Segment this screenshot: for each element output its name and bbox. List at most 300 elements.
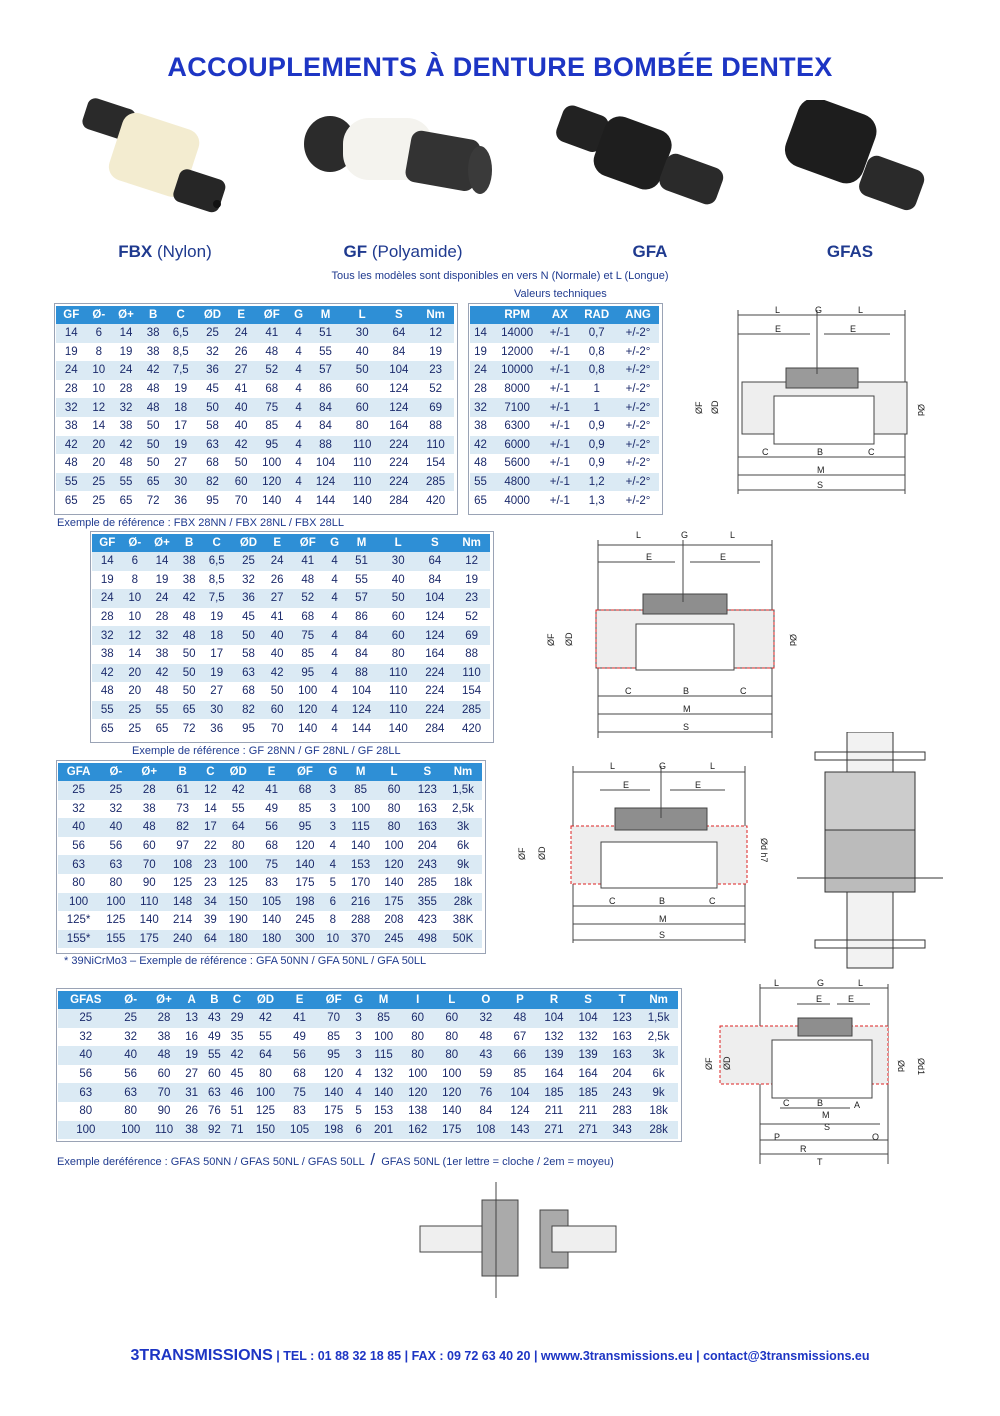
- table-cell: 75: [289, 626, 326, 645]
- table-cell: 40: [265, 645, 289, 664]
- table-cell: 204: [411, 837, 444, 856]
- table-cell: 32: [58, 1028, 114, 1047]
- table-cell: 3: [322, 818, 344, 837]
- table-cell: 83: [255, 874, 288, 893]
- table-cell: 97: [166, 837, 199, 856]
- table-cell: 32: [470, 398, 491, 417]
- table-cell: 41: [265, 608, 289, 627]
- table-cell: 6: [87, 324, 111, 343]
- table-cell: +/-2°: [617, 473, 659, 492]
- table-cell: 4: [290, 380, 307, 399]
- table-cell: 4: [290, 454, 307, 473]
- table-cell: 45: [232, 608, 265, 627]
- table-cell: 23: [199, 855, 221, 874]
- table-row: [58, 1083, 678, 1102]
- table-cell: 48: [470, 454, 491, 473]
- table-cell: 38: [148, 1028, 181, 1047]
- table-cell: 24: [147, 589, 177, 608]
- table-cell: 32: [56, 398, 87, 417]
- table-cell: 123: [605, 1009, 639, 1028]
- table-cell: 60: [148, 1065, 181, 1084]
- table-cell: 240: [166, 930, 199, 949]
- table-cell: 84: [469, 1102, 503, 1121]
- table-cell: 10: [87, 380, 111, 399]
- table-cell: 175: [317, 1102, 351, 1121]
- table-header-cell: GF: [56, 306, 87, 324]
- table-cell: 88: [307, 436, 344, 455]
- table-cell: 82: [166, 818, 199, 837]
- table-cell: 6000: [491, 436, 543, 455]
- table-cell: +/-1: [543, 398, 576, 417]
- email-link[interactable]: contact@3transmissions.eu: [703, 1349, 870, 1363]
- drawing-label: E: [848, 994, 855, 1004]
- table-cell: 95: [196, 491, 229, 510]
- table-cell: 14: [92, 552, 123, 571]
- footer-contact: 3TRANSMISSIONS | TEL : 01 88 32 18 85 | FAX : 09 72 63 40 20 | wwww.3transmissions.eu | contact@3transmissions.eu: [130, 1347, 870, 1364]
- table-header-cell: C: [199, 763, 221, 781]
- table-cell: 19: [470, 343, 491, 362]
- table-cell: 28: [92, 608, 123, 627]
- table-cell: +/-2°: [617, 454, 659, 473]
- table-cell: 163: [605, 1046, 639, 1065]
- table-cell: 224: [381, 473, 418, 492]
- table-cell: 132: [571, 1028, 605, 1047]
- table-cell: 123: [411, 781, 444, 800]
- table-cell: 40: [229, 398, 253, 417]
- table-cell: 12: [87, 398, 111, 417]
- table-cell: 18k: [639, 1102, 678, 1121]
- table-cell: 48: [92, 682, 123, 701]
- table-cell: 271: [571, 1121, 605, 1140]
- table-row: [56, 473, 454, 492]
- table-cell: 80: [435, 1028, 469, 1047]
- table-cell: 55: [203, 1046, 226, 1065]
- table-cell: 175: [133, 930, 166, 949]
- drawing-label: C: [709, 896, 716, 906]
- drawing-label: E: [623, 780, 630, 790]
- table-cell: 124: [417, 626, 454, 645]
- table-cell: 100: [377, 837, 410, 856]
- table-cell: 4: [326, 552, 343, 571]
- table-cell: 125: [166, 874, 199, 893]
- table-cell: 271: [537, 1121, 571, 1140]
- table-row: [56, 343, 454, 362]
- table-cell: 48: [111, 454, 141, 473]
- table-cell: 164: [381, 417, 418, 436]
- table-cell: 26: [180, 1102, 203, 1121]
- drawing-label: C: [868, 447, 875, 457]
- table-cell: 12: [417, 324, 454, 343]
- table-cell: 110: [453, 664, 490, 683]
- table-cell: 84: [343, 645, 380, 664]
- drawing-label: L: [775, 305, 781, 315]
- table-cell: 8: [123, 571, 147, 590]
- table-header-cell: B: [166, 763, 199, 781]
- table-cell: 125: [248, 1102, 282, 1121]
- table-cell: 50: [265, 682, 289, 701]
- table-cell: 4: [290, 417, 307, 436]
- table-cell: 19: [201, 608, 232, 627]
- drawing-label: Ød: [916, 404, 926, 417]
- table-cell: 420: [417, 491, 454, 510]
- table-cell: 68: [289, 608, 326, 627]
- table-cell: 4: [326, 571, 343, 590]
- table-cell: 60: [380, 626, 417, 645]
- table-header-cell: Nm: [444, 763, 482, 781]
- table-cell: 55: [470, 473, 491, 492]
- table-cell: 423: [411, 911, 444, 930]
- availability-note: Tous les modèles sont disponibles en vers N (Normale) et L (Longue): [331, 270, 669, 282]
- table-cell: 19: [147, 571, 177, 590]
- table-header-cell: S: [571, 991, 605, 1009]
- table-cell: 23: [417, 361, 454, 380]
- table-row: [58, 1065, 678, 1084]
- table-cell: +/-1: [543, 380, 576, 399]
- table-header-cell: RPM: [491, 306, 543, 324]
- table-cell: 4000: [491, 491, 543, 510]
- table-cell: 153: [367, 1102, 401, 1121]
- fbx-technical-drawing: [690, 304, 940, 504]
- table-cell: 154: [417, 454, 454, 473]
- website-link[interactable]: wwww.3transmissions.eu: [540, 1349, 693, 1363]
- table-cell: 164: [537, 1065, 571, 1084]
- table-cell: 80: [58, 874, 99, 893]
- table-cell: 63: [114, 1083, 148, 1102]
- drawing-label: R: [800, 1144, 807, 1154]
- drawing-label: P: [774, 1132, 781, 1142]
- table-cell: 125: [99, 911, 132, 930]
- table-cell: 41: [283, 1009, 317, 1028]
- table-cell: 25: [232, 552, 265, 571]
- table-header-cell: C: [165, 306, 196, 324]
- table-header-cell: ØF: [289, 534, 326, 552]
- table-cell: 67: [503, 1028, 537, 1047]
- drawing-label: L: [610, 761, 616, 771]
- table-cell: 60: [265, 701, 289, 720]
- table-row: [470, 436, 659, 455]
- table-cell: 57: [307, 361, 344, 380]
- table-cell: 38: [470, 417, 491, 436]
- table-cell: 140: [255, 911, 288, 930]
- table-cell: +/-2°: [617, 361, 659, 380]
- drawing-label: M: [822, 1110, 830, 1120]
- table-cell: 48: [141, 380, 165, 399]
- table-cell: 140: [435, 1102, 469, 1121]
- drawing-label: L: [730, 530, 736, 540]
- gfa-reference-example: * 39NiCrMo3 – Exemple de référence : GFA 50NN / GFA 50NL / GFA 50LL: [64, 955, 427, 967]
- table-cell: 10: [322, 930, 344, 949]
- table-cell: 51: [226, 1102, 249, 1121]
- table-cell: 105: [283, 1121, 317, 1140]
- table-cell: 58: [196, 417, 229, 436]
- table-cell: 41: [229, 380, 253, 399]
- table-cell: 216: [344, 893, 377, 912]
- table-cell: 4: [326, 589, 343, 608]
- table-cell: 124: [503, 1102, 537, 1121]
- table-header-cell: L: [435, 991, 469, 1009]
- table-row: [58, 911, 482, 930]
- table-cell: 65: [141, 473, 165, 492]
- table-cell: 52: [253, 361, 290, 380]
- table-cell: 104: [417, 589, 454, 608]
- table-cell: 28k: [639, 1121, 678, 1140]
- table-row: [58, 1121, 678, 1140]
- table-header-cell: [470, 306, 491, 324]
- table-cell: 18: [165, 398, 196, 417]
- table-cell: 14000: [491, 324, 543, 343]
- table-cell: 20: [87, 436, 111, 455]
- table-row: [470, 324, 659, 343]
- table-cell: 4: [326, 645, 343, 664]
- table-cell: 35: [226, 1028, 249, 1047]
- table-cell: 76: [469, 1083, 503, 1102]
- table-cell: 104: [343, 682, 380, 701]
- table-cell: 72: [177, 719, 201, 738]
- table-cell: 65: [92, 719, 123, 738]
- gfas-coupling-photo: [782, 100, 942, 225]
- table-cell: 4: [322, 837, 344, 856]
- table-cell: 80: [377, 818, 410, 837]
- table-cell: 4800: [491, 473, 543, 492]
- table-cell: 343: [605, 1121, 639, 1140]
- table-header-cell: M: [344, 763, 377, 781]
- table-cell: 42: [177, 589, 201, 608]
- table-row: [56, 454, 454, 473]
- table-cell: 50: [177, 664, 201, 683]
- table-cell: 48: [503, 1009, 537, 1028]
- table-row: [92, 664, 490, 683]
- table-cell: +/-2°: [617, 491, 659, 510]
- table-row: [56, 417, 454, 436]
- table-cell: 175: [288, 874, 321, 893]
- table-cell: 19: [417, 343, 454, 362]
- table-row: [56, 491, 454, 510]
- table-cell: 201: [367, 1121, 401, 1140]
- fbx-dimensions-table: [56, 306, 454, 510]
- table-cell: 66: [503, 1046, 537, 1065]
- table-cell: 1: [576, 380, 617, 399]
- table-cell: 60: [380, 608, 417, 627]
- table-cell: 95: [317, 1046, 351, 1065]
- drawing-label: S: [683, 722, 690, 732]
- table-header-cell: M: [307, 306, 344, 324]
- table-cell: 9k: [639, 1083, 678, 1102]
- gfas-assembly-drawing: [412, 1180, 622, 1300]
- table-cell: 0,9: [576, 417, 617, 436]
- table-cell: 224: [381, 454, 418, 473]
- table-cell: 17: [165, 417, 196, 436]
- table-cell: 50K: [444, 930, 482, 949]
- table-cell: 22: [199, 837, 221, 856]
- table-cell: 100: [253, 454, 290, 473]
- table-row: [58, 837, 482, 856]
- table-cell: 65: [111, 491, 141, 510]
- drawing-label: B: [817, 1098, 824, 1108]
- drawing-label: S: [659, 930, 666, 940]
- table-cell: 55: [343, 571, 380, 590]
- table-cell: 40: [265, 626, 289, 645]
- table-cell: 17: [201, 645, 232, 664]
- table-cell: 80: [99, 874, 132, 893]
- table-cell: 120: [401, 1083, 435, 1102]
- table-cell: 370: [344, 930, 377, 949]
- table-row: [92, 552, 490, 571]
- table-cell: 224: [417, 682, 454, 701]
- table-header-cell: Ø+: [133, 763, 166, 781]
- table-header-cell: M: [343, 534, 380, 552]
- table-cell: 285: [417, 473, 454, 492]
- table-cell: 355: [411, 893, 444, 912]
- table-cell: 68: [253, 380, 290, 399]
- table-cell: 283: [605, 1102, 639, 1121]
- table-cell: 64: [199, 930, 221, 949]
- table-header-cell: ØD: [222, 763, 255, 781]
- table-cell: +/-1: [543, 473, 576, 492]
- table-row: [56, 324, 454, 343]
- table-cell: 60: [344, 398, 381, 417]
- table-cell: 4: [326, 701, 343, 720]
- table-cell: 40: [58, 818, 99, 837]
- table-cell: 140: [380, 719, 417, 738]
- table-cell: 14: [470, 324, 491, 343]
- table-cell: 69: [417, 398, 454, 417]
- table-cell: 25: [58, 1009, 114, 1028]
- table-cell: 42: [222, 781, 255, 800]
- table-header-cell: B: [203, 991, 226, 1009]
- table-cell: 211: [571, 1102, 605, 1121]
- table-cell: 95: [232, 719, 265, 738]
- table-cell: 40: [99, 818, 132, 837]
- drawing-label: ØF: [546, 633, 556, 646]
- drawing-label: A: [854, 1100, 861, 1110]
- table-cell: 108: [469, 1121, 503, 1140]
- table-row: [470, 398, 659, 417]
- table-cell: 70: [133, 855, 166, 874]
- table-cell: 63: [99, 855, 132, 874]
- drawing-label: Ød h7: [759, 838, 769, 863]
- table-cell: 45: [226, 1065, 249, 1084]
- table-cell: 4: [290, 491, 307, 510]
- table-header-cell: P: [503, 991, 537, 1009]
- table-cell: 1,2: [576, 473, 617, 492]
- table-cell: 1,5k: [639, 1009, 678, 1028]
- table-cell: 120: [317, 1065, 351, 1084]
- table-cell: 36: [232, 589, 265, 608]
- table-cell: 6,5: [165, 324, 196, 343]
- table-cell: 198: [317, 1121, 351, 1140]
- table-cell: 17: [199, 818, 221, 837]
- table-cell: 80: [435, 1046, 469, 1065]
- table-cell: 153: [344, 855, 377, 874]
- gfas-reference-example: Exemple deréférence : GFAS 50NN / GFAS 50NL / GFAS 50LL / GFAS 50NL (1er lettre = cloche / 2em = moyeu): [57, 1150, 614, 1169]
- drawing-label: C: [783, 1098, 790, 1108]
- table-cell: 30: [344, 324, 381, 343]
- table-cell: 20: [123, 664, 147, 683]
- table-cell: 104: [537, 1009, 571, 1028]
- table-cell: 180: [222, 930, 255, 949]
- table-cell: +/-2°: [617, 398, 659, 417]
- table-cell: 9k: [444, 855, 482, 874]
- table-cell: 16: [180, 1028, 203, 1047]
- gf-coupling-photo: [288, 100, 508, 210]
- table-cell: 25: [114, 1009, 148, 1028]
- table-cell: 32: [114, 1028, 148, 1047]
- table-cell: 0,7: [576, 324, 617, 343]
- table-cell: 224: [417, 664, 454, 683]
- table-cell: 14: [123, 645, 147, 664]
- table-cell: 4: [326, 608, 343, 627]
- table-cell: +/-1: [543, 343, 576, 362]
- table-cell: 25: [58, 781, 99, 800]
- drawing-label: ØD: [710, 400, 720, 414]
- table-cell: 65: [56, 491, 87, 510]
- table-cell: 155: [99, 930, 132, 949]
- table-cell: 120: [288, 837, 321, 856]
- table-cell: 138: [401, 1102, 435, 1121]
- table-cell: 20: [87, 454, 111, 473]
- table-cell: +/-1: [543, 361, 576, 380]
- table-cell: 25: [123, 719, 147, 738]
- table-cell: 42: [226, 1046, 249, 1065]
- table-cell: 68: [196, 454, 229, 473]
- table-cell: +/-2°: [617, 417, 659, 436]
- table-cell: 32: [92, 626, 123, 645]
- table-header-cell: L: [377, 763, 410, 781]
- table-cell: 143: [503, 1121, 537, 1140]
- brand-name: 3TRANSMISSIONS: [130, 1347, 273, 1364]
- table-row: [470, 361, 659, 380]
- table-header-cell: ØD: [248, 991, 282, 1009]
- table-header-cell: ØF: [317, 991, 351, 1009]
- fbx-coupling-photo: [75, 92, 245, 222]
- table-cell: 85: [317, 1028, 351, 1047]
- table-cell: 48: [177, 626, 201, 645]
- table-cell: 49: [283, 1028, 317, 1047]
- table-cell: 36: [165, 491, 196, 510]
- table-cell: 28: [470, 380, 491, 399]
- table-header-cell: Ø+: [147, 534, 177, 552]
- table-cell: 80: [401, 1046, 435, 1065]
- table-header-cell: E: [265, 534, 289, 552]
- table-cell: 75: [255, 855, 288, 874]
- table-cell: 110: [380, 664, 417, 683]
- table-cell: 80: [380, 645, 417, 664]
- table-cell: +/-2°: [617, 380, 659, 399]
- table-cell: 175: [435, 1121, 469, 1140]
- table-cell: 48: [141, 398, 165, 417]
- drawing-label: S: [817, 480, 824, 490]
- table-cell: 28: [147, 608, 177, 627]
- table-row: [56, 380, 454, 399]
- table-row: [58, 1102, 678, 1121]
- table-cell: 150: [222, 893, 255, 912]
- table-cell: 285: [411, 874, 444, 893]
- drawing-label: Ød1: [916, 1058, 926, 1076]
- table-cell: 38: [141, 343, 165, 362]
- table-cell: 224: [381, 436, 418, 455]
- table-cell: 42: [265, 664, 289, 683]
- table-cell: 40: [58, 1046, 114, 1065]
- table-header-cell: E: [283, 991, 317, 1009]
- table-cell: 85: [503, 1065, 537, 1084]
- table-header-cell: L: [380, 534, 417, 552]
- table-cell: 180: [255, 930, 288, 949]
- table-header-cell: L: [344, 306, 381, 324]
- table-cell: 50: [229, 454, 253, 473]
- product-label-gf: GF (Polyamide): [343, 242, 463, 261]
- table-cell: 75: [253, 398, 290, 417]
- table-cell: +/-1: [543, 454, 576, 473]
